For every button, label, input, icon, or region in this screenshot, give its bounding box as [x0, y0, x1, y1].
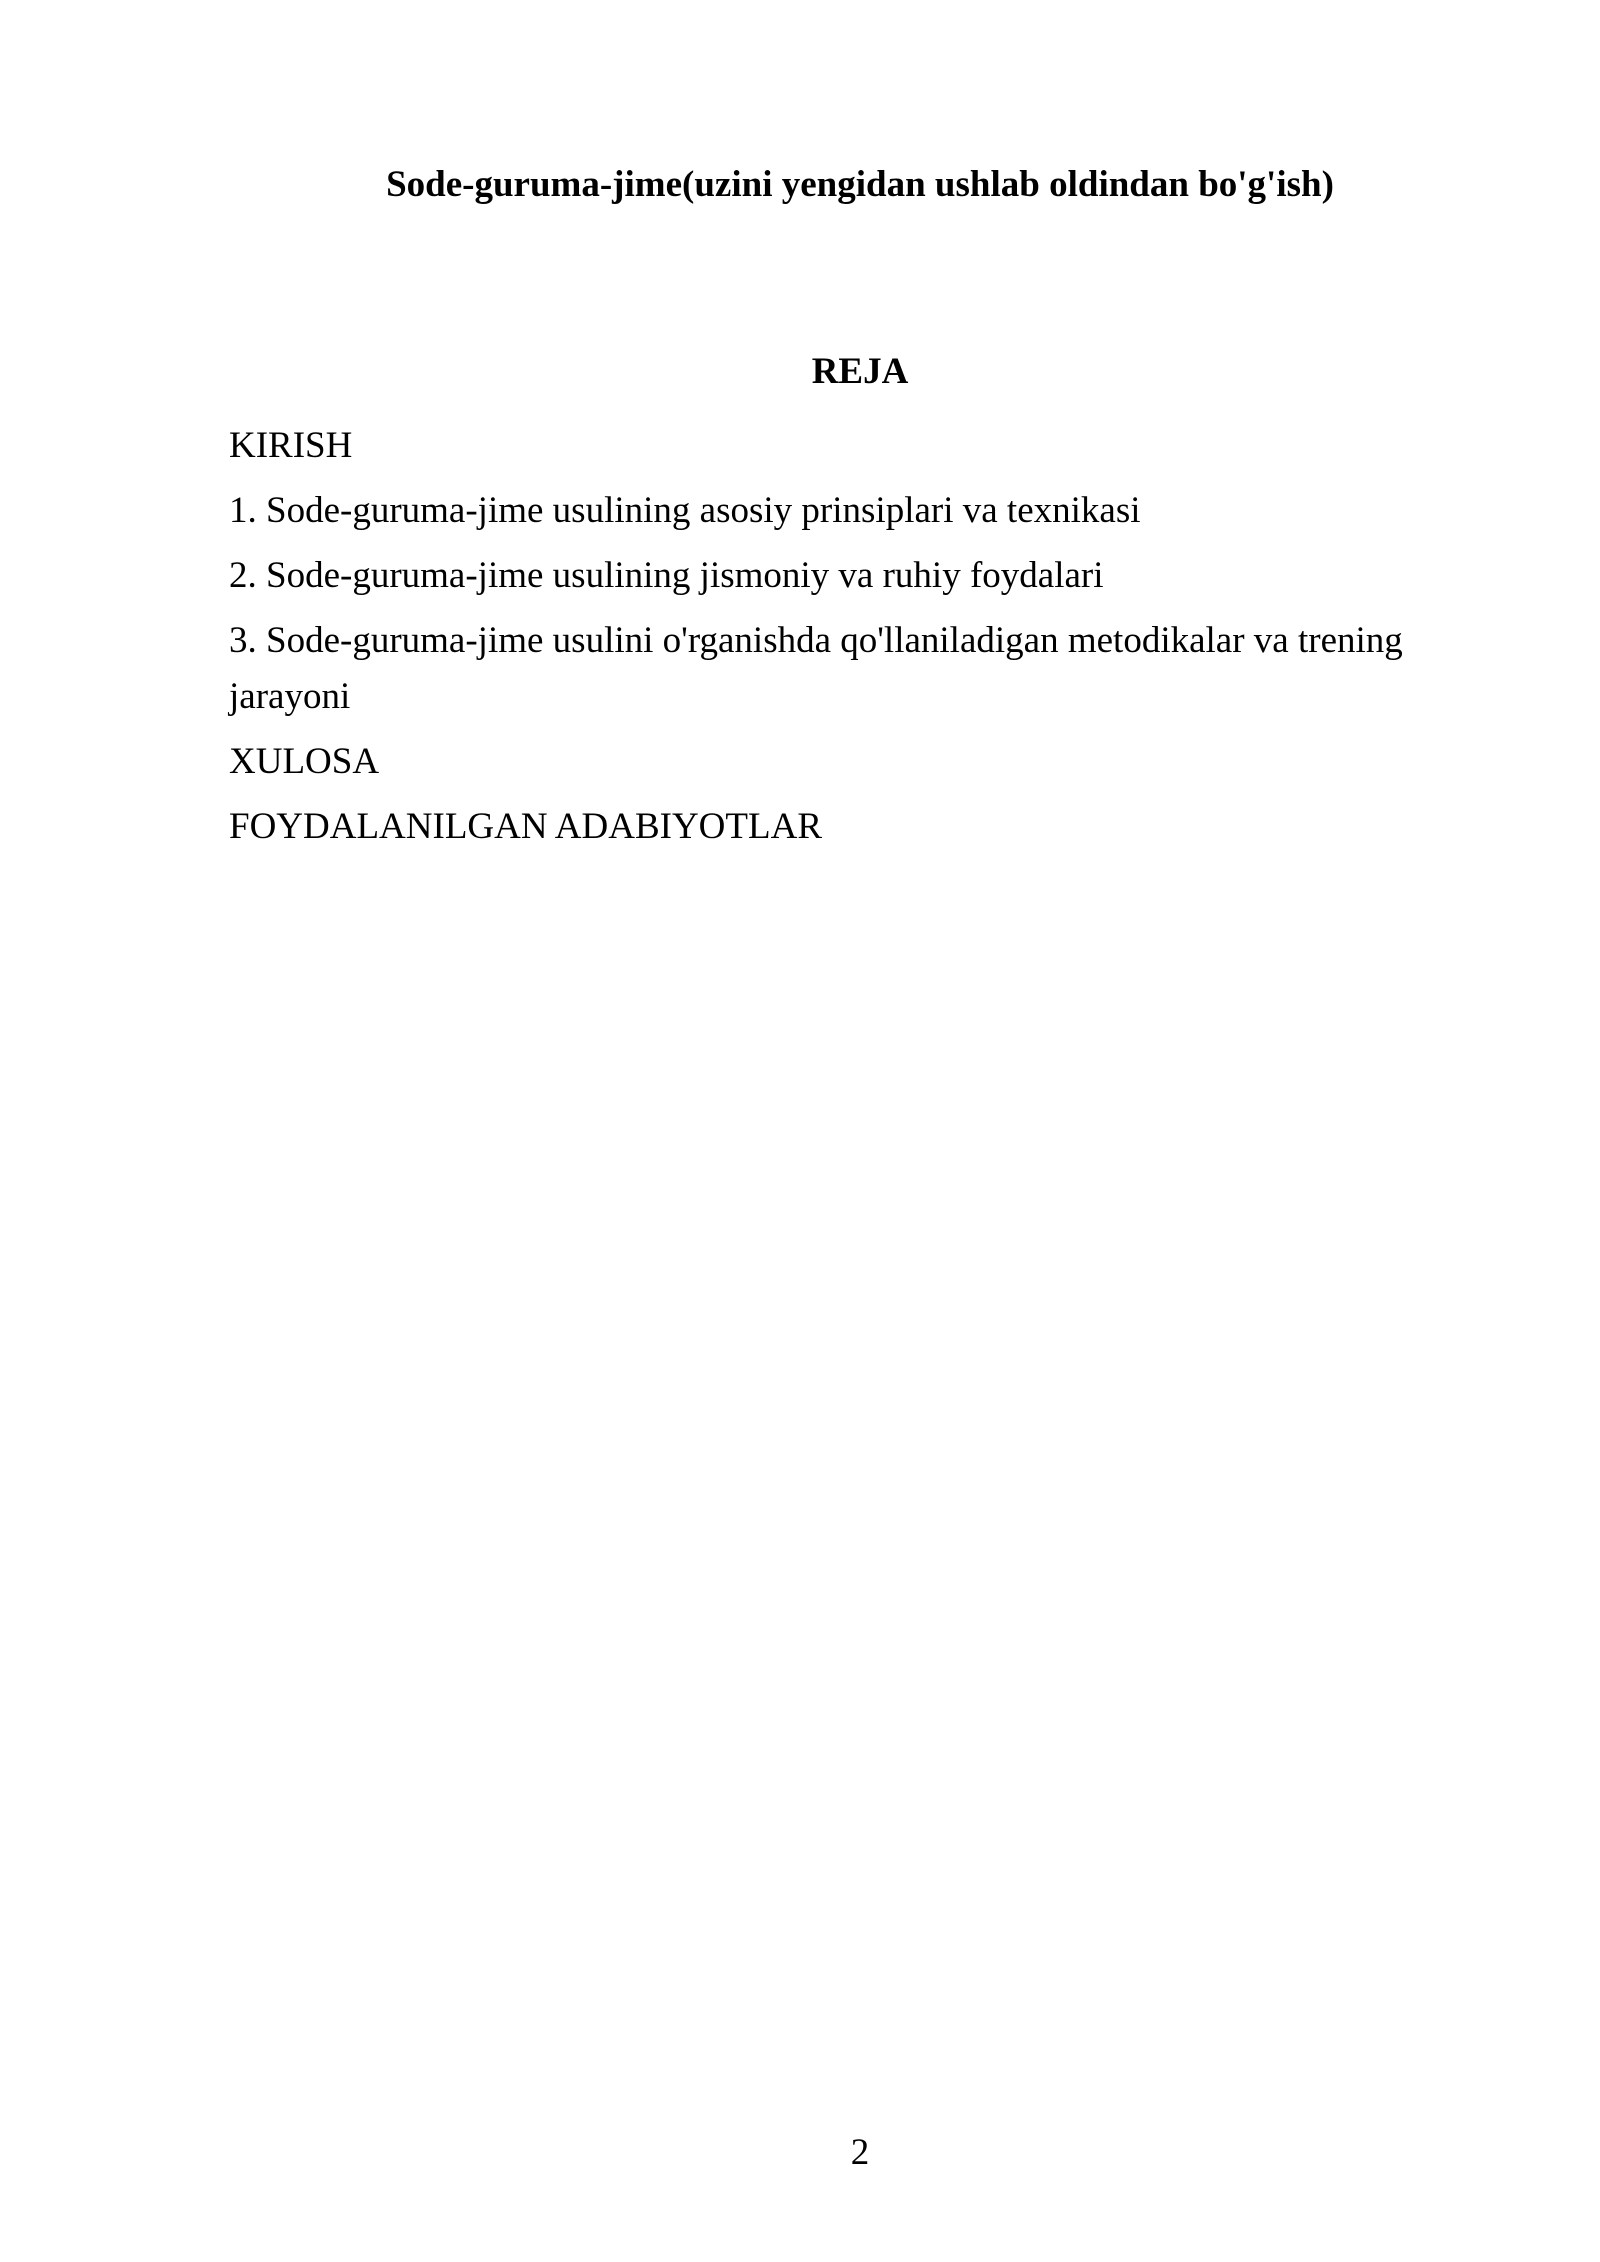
- plan-item-conclusion: XULOSA: [229, 741, 380, 782]
- plan-item-1: 1. Sode-guruma-jime usulining asosiy prinsiplari va texnikasi: [229, 490, 1141, 531]
- page-number: 2: [850, 2132, 870, 2173]
- plan-item-2: 2. Sode-guruma-jime usulining jismoniy va ruhiy foydalari: [229, 555, 1104, 596]
- plan-item-3: 3. Sode-guruma-jime usulini o'rganishda qo'llaniladigan metodikalar va trening jarayoni: [229, 620, 1403, 717]
- plan-heading: REJA: [811, 351, 909, 392]
- plan-item-introduction: KIRISH: [229, 425, 353, 466]
- plan-list: [229, 418, 1439, 864]
- plan-item-references: FOYDALANILGAN ADABIYOTLAR: [229, 806, 822, 847]
- document-title: Sode-guruma-jime(uzini yengidan ushlab oldindan bo'g'ish): [386, 164, 1334, 205]
